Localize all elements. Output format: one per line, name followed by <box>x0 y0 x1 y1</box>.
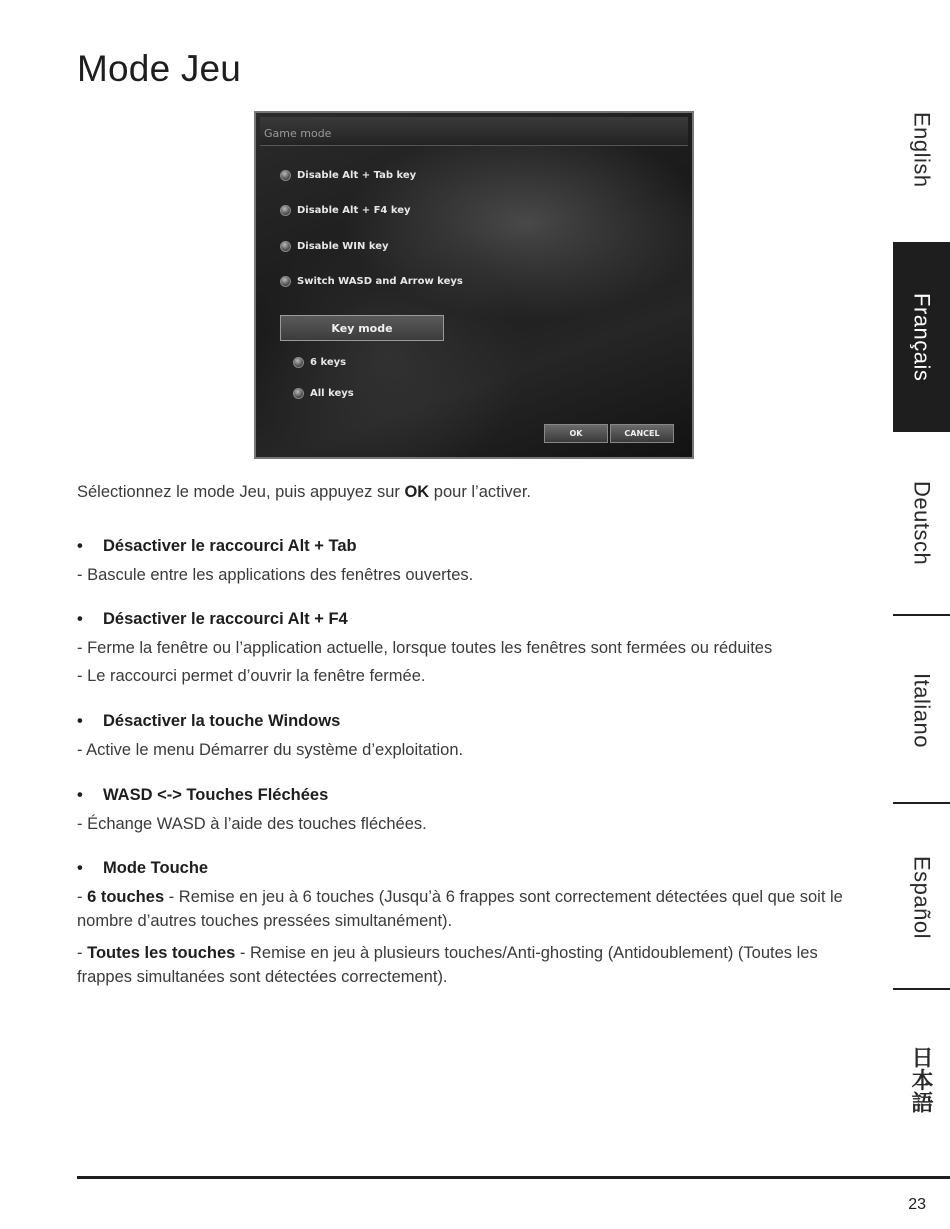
radio-icon <box>280 241 291 252</box>
tab-divider <box>893 988 950 990</box>
heading-text: Désactiver le raccourci Alt + Tab <box>103 537 357 555</box>
option-label: Disable Alt + F4 key <box>297 205 411 216</box>
bullet: • <box>77 859 83 877</box>
heading-text: WASD <-> Touches Fléchées <box>103 786 329 804</box>
tab-label: 日本語 <box>909 1046 934 1114</box>
tab-francais[interactable] <box>893 242 950 432</box>
item-text: - Remise en jeu à plusieurs touches/Anti-ghosting (Antidoublement) (Toutes les frappes simultanées sont détectées correctement). <box>77 944 818 986</box>
section-heading <box>77 859 208 878</box>
bullet: • <box>77 537 83 555</box>
item-bold: Toutes les touches <box>87 944 236 962</box>
page-number: 23 <box>908 1196 926 1213</box>
game-mode-dialog-screenshot <box>254 111 694 459</box>
radio-icon <box>280 276 291 287</box>
heading-text: Désactiver le raccourci Alt + F4 <box>103 610 348 628</box>
heading-text: Désactiver la touche Windows <box>103 712 341 730</box>
key-mode-all-keys[interactable] <box>293 388 354 399</box>
option-disable-alt-f4[interactable] <box>280 205 411 216</box>
ok-button[interactable]: OK <box>544 424 608 443</box>
intro-ok: OK <box>404 483 430 501</box>
item-bold: 6 touches <box>87 888 165 906</box>
option-label: 6 keys <box>310 357 347 368</box>
key-mode-6-keys[interactable] <box>293 357 346 368</box>
option-label: Disable WIN key <box>297 241 389 252</box>
radio-icon <box>280 205 291 216</box>
section-line: - Bascule entre les applications des fenêtres ouvertes. <box>77 566 474 584</box>
section-line: - Active le menu Démarrer du système d’exploitation. <box>77 741 464 759</box>
tab-deutsch[interactable] <box>893 462 950 584</box>
option-disable-win[interactable] <box>280 241 389 252</box>
section-line: - Le raccourci permet d’ouvrir la fenêtre fermée. <box>77 667 426 685</box>
tab-italiano[interactable] <box>893 655 950 765</box>
section-heading <box>77 712 340 731</box>
tab-label: Italiano <box>909 672 935 748</box>
radio-icon <box>280 170 291 181</box>
option-switch-wasd[interactable] <box>280 276 463 287</box>
cancel-button[interactable]: CANCEL <box>610 424 674 443</box>
section-heading <box>77 610 348 629</box>
item-prefix: - <box>77 888 88 906</box>
option-disable-alt-tab[interactable] <box>280 170 416 181</box>
bullet: • <box>77 786 83 804</box>
bullet: • <box>77 610 83 628</box>
section-line: - Ferme la fenêtre ou l’application actuelle, lorsque toutes les fenêtres sont fermées ou réduites <box>77 639 773 657</box>
section-heading <box>77 537 357 556</box>
intro-text <box>77 480 531 504</box>
section-line: - Échange WASD à l’aide des touches fléchées. <box>77 815 427 833</box>
section-paragraph <box>77 941 877 989</box>
tab-english[interactable] <box>893 95 950 205</box>
heading-text: Mode Touche <box>103 859 209 877</box>
dialog-title: Game mode <box>264 127 332 140</box>
tab-divider <box>893 614 950 616</box>
option-label: Disable Alt + Tab key <box>297 170 417 181</box>
tab-label: Français <box>909 292 935 382</box>
tab-divider <box>893 802 950 804</box>
option-label: Switch WASD and Arrow keys <box>297 276 463 287</box>
tab-label: Español <box>909 855 935 939</box>
tab-japanese[interactable] <box>893 1035 950 1125</box>
dialog-titlebar <box>260 117 688 146</box>
section-paragraph <box>77 885 877 933</box>
item-text: - Remise en jeu à 6 touches (Jusqu’à 6 frappes sont correctement détectées quel que soit le nombre d’autres touches pressées simultanément). <box>77 888 843 930</box>
radio-icon <box>293 357 304 368</box>
tab-label: Deutsch <box>909 480 935 566</box>
intro-after: pour l’activer. <box>429 483 531 501</box>
page-title: Mode Jeu <box>77 48 242 89</box>
bullet: • <box>77 712 83 730</box>
section-heading <box>77 786 328 805</box>
tab-espanol[interactable] <box>893 840 950 955</box>
tab-label: English <box>909 112 935 188</box>
intro-before: Sélectionnez le mode Jeu, puis appuyez sur <box>77 483 405 501</box>
option-label: All keys <box>310 388 354 399</box>
item-prefix: - <box>77 944 88 962</box>
key-mode-header: Key mode <box>280 315 444 341</box>
radio-icon <box>293 388 304 399</box>
footer-divider <box>77 1176 950 1179</box>
